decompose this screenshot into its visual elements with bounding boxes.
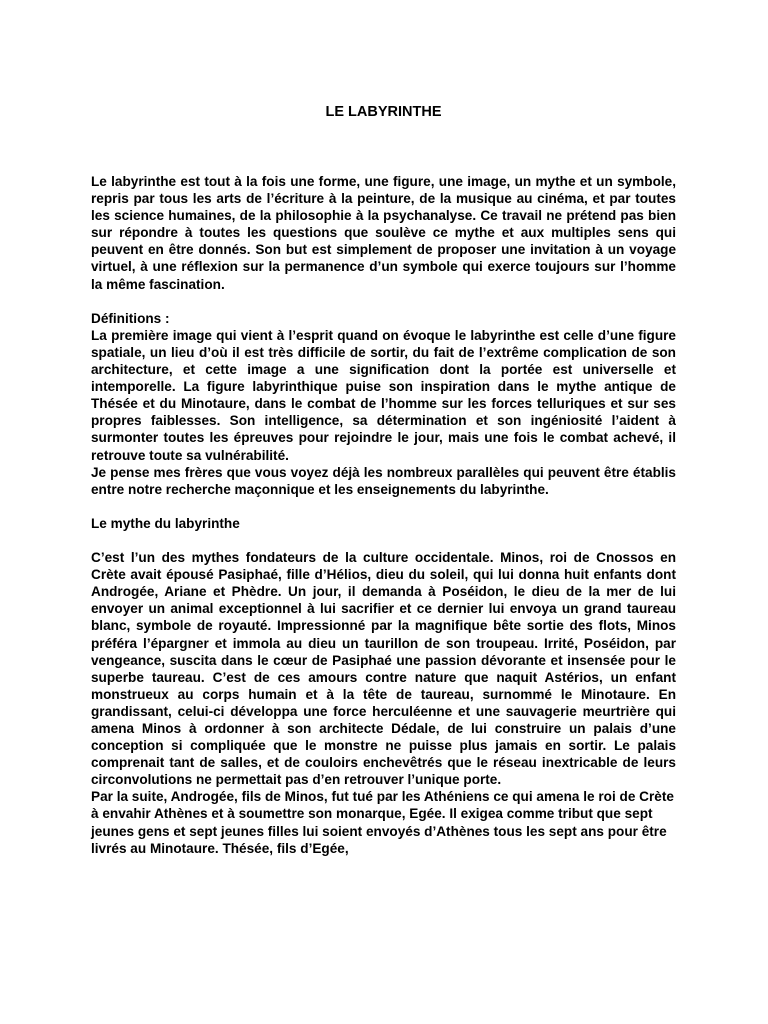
paragraph-freres: Je pense mes frères que vous voyez déjà les nombreux parallèles qui peuvent être établis entre notre recherche maçonnique et les enseignements du labyrinthe. [91, 464, 676, 497]
paragraph-definitions: La première image qui vient à l’esprit quand on évoque le labyrinthe est celle d’une figure spatiale, un lieu d’où il est très difficile de sortir, du fait de l’extrême complication de son architecture, et cette image a une signification dont la portée est universelle et intemporelle. La figure labyrinthique puise son inspiration dans le mythe antique de Thésée et du Minotaure, dans le combat de l’homme sur les forces telluriques et sur ses propres faiblesses. Son intelligence, sa détermination et son ingéniosité l’aident à surmonter toutes les épreuves pour rejoindre le jour, mais une fois le combat achevé, il retrouve toute sa vulnérabilité. [91, 327, 676, 463]
document-title: LE LABYRINTHE [325, 104, 442, 120]
paragraph-suite: Par la suite, Androgée, fils de Minos, fut tué par les Athéniens ce qui amena le roi de Crète à envahir Athènes et à soumettre son monarque, Egée. Il exigea comme tribut que sept jeunes gens et sept jeunes filles lui soient envoyés d’Athènes tous les sept ans pour être livrés au Minotaure. Thésée, fils d’Egée, [91, 789, 674, 856]
document-body [91, 173, 676, 857]
paragraph-intro: Le labyrinthe est tout à la fois une forme, une figure, une image, un mythe et un symbole, repris par tous les arts de l’écriture à la peinture, de la musique au cinéma, et par toutes les science humaines, de la philosophie à la psychanalyse. Ce travail ne prétend pas bien sur répondre à toutes les questions que soulève ce mythe et aux multiples sens qui peuvent en être donnés. Son but est simplement de proposer une invitation à un voyage virtuel, à une réflexion sur la permanence d’un symbole qui exerce toujours sur l’homme la même fascination. [91, 174, 676, 292]
heading-definitions: Définitions : [91, 310, 170, 326]
paragraph-spacer [91, 293, 676, 310]
paragraph-mythe: C’est l’un des mythes fondateurs de la culture occidentale. Minos, roi de Cnossos en Crète avait épousé Pasiphaé, fille d’Hélios, dieu du soleil, qui lui donna huit enfants dont Androgée, Ariane et Phèdre. Un jour, il demanda à Poséidon, le dieu de la mer de lui envoyer un animal exceptionnel à lui sacrifier et ce dernier lui envoya un grand taureau blanc, symbole de royauté. Impressionné par la magnifique bête sortie des flots, Minos préféra l’épargner et immola au dieu un taurillon de son troupeau. Irrité, Poséidon, par vengeance, suscita dans le cœur de Pasiphaé une passion dévorante et insensée pour le superbe taureau. C’est de ces amours contre nature que naquit Astérios, un enfant monstrueux au corps humain et à la tête de taureau, surnommé le Minotaure. En grandissant, celui-ci développa une force herculéenne et une sauvagerie meurtrière qui amena Minos à ordonner à son architecte Dédale, de lui construire un palais d’une conception si compliquée que le monstre ne puisse plus jamais en sortir. Le palais comprenait tant de salles, et de couloirs enchevêtrés que le réseau inextricable de leurs circonvolutions ne permettait pas d’en retrouver l’unique porte. [91, 550, 676, 788]
heading-mythe: Le mythe du labyrinthe [91, 515, 240, 531]
paragraph-spacer [91, 532, 676, 549]
paragraph-spacer [91, 498, 676, 515]
